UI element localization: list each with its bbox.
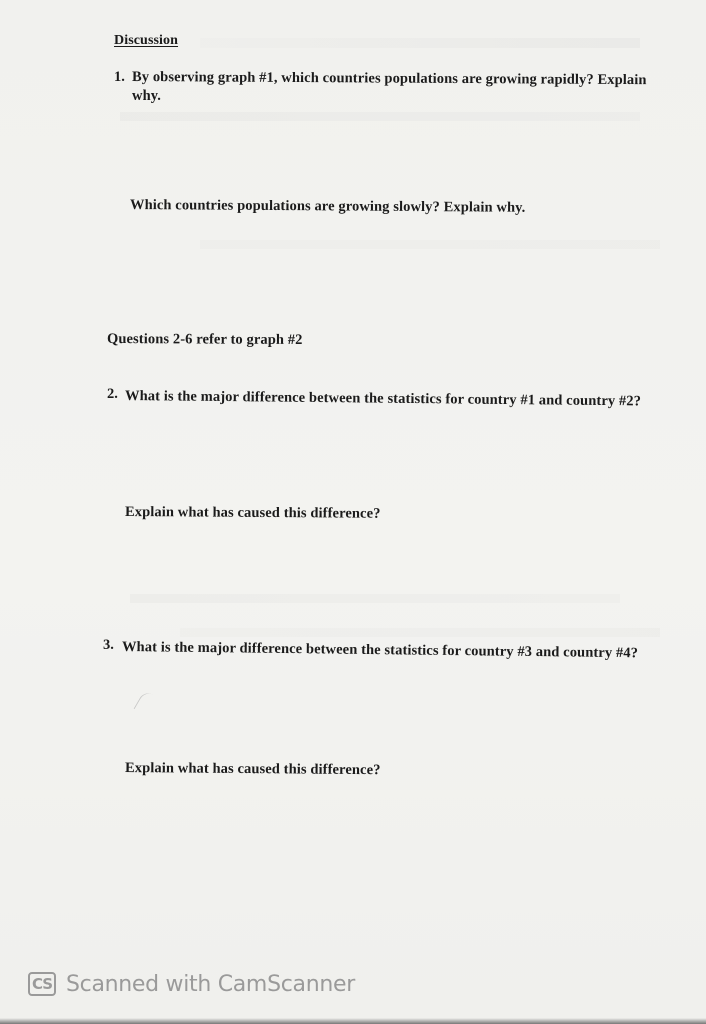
bleed-through-mark: [200, 38, 640, 48]
question-2-text: What is the major difference between the statistics for country #1 and country #2?: [124, 388, 642, 410]
bleed-through-mark: [130, 594, 620, 603]
watermark-text: Scanned with CamScanner: [66, 971, 355, 997]
discussion-heading: Discussion: [114, 33, 179, 48]
question-1-followup: Which countries populations are growing slowly? Explain why.: [129, 197, 526, 216]
bleed-through-mark: [200, 240, 660, 249]
question-3-text: What is the major difference between the statistics for country #3 and country #4?: [121, 639, 639, 662]
question-1-text-line-2: why.: [132, 88, 162, 104]
page-bottom-edge: [0, 1018, 706, 1024]
pen-mark: [134, 690, 158, 717]
camscanner-watermark: [28, 968, 355, 1000]
section-heading: Questions 2-6 refer to graph #2: [106, 331, 303, 349]
bleed-through-mark: [180, 628, 660, 637]
camscanner-logo-icon: CS: [28, 972, 56, 996]
question-2-number: 2.: [107, 386, 118, 402]
bleed-through-mark: [120, 112, 640, 121]
question-3-followup: Explain what has caused this difference?: [124, 760, 381, 779]
question-3-number: 3.: [103, 637, 114, 653]
question-2-followup: Explain what has caused this difference?: [124, 504, 381, 522]
question-1-text-line-1: By observing graph #1, which countries populations are growing rapidly? Explain: [131, 69, 647, 89]
question-1-number: 1.: [114, 69, 125, 85]
